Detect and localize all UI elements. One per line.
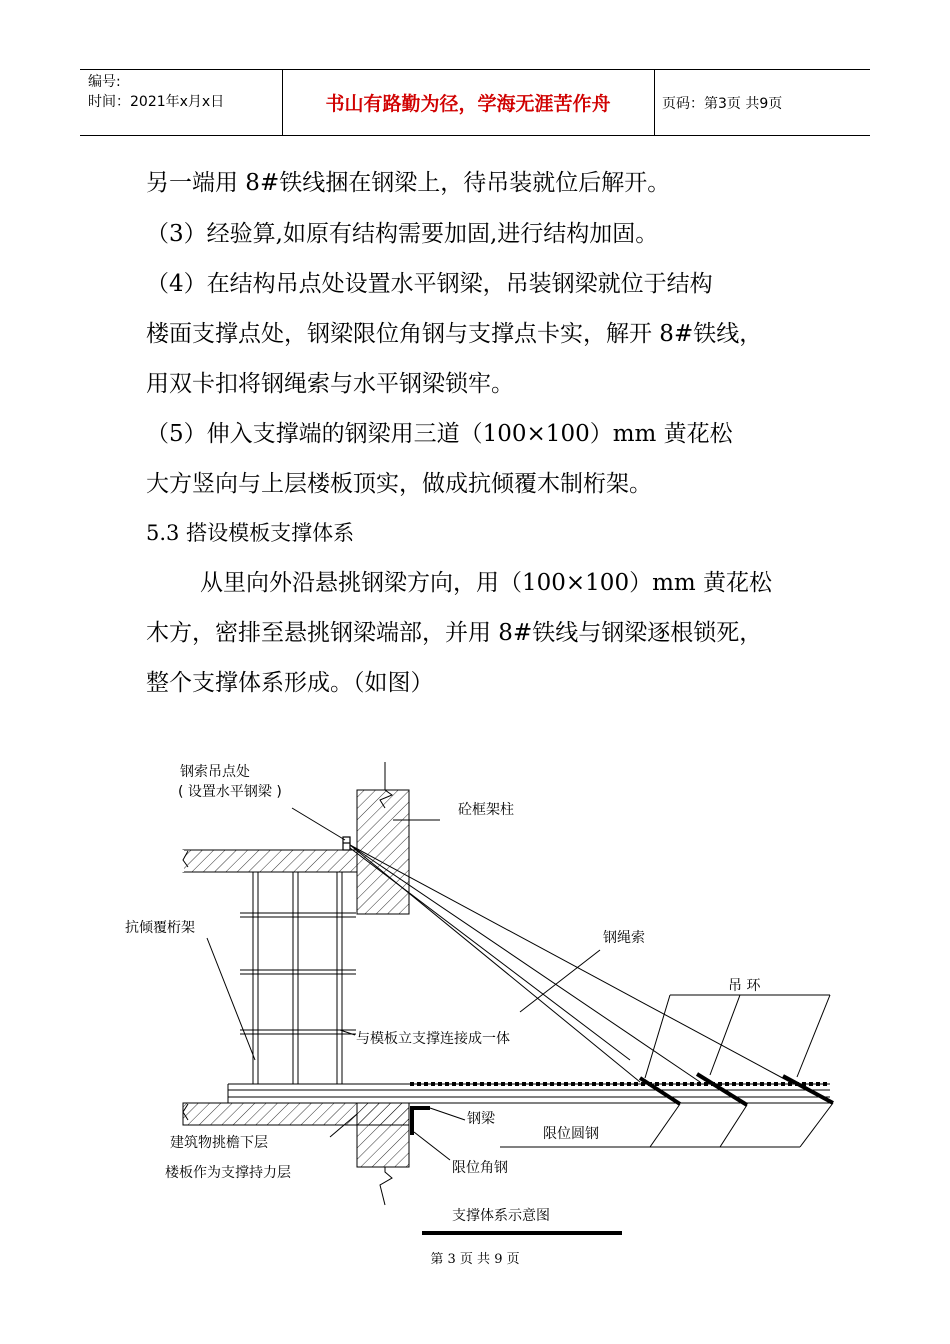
body-line-5: 用双卡扣将钢绳索与水平钢梁锁牢。: [146, 371, 514, 397]
label-limit-round: 限位圆钢: [543, 1126, 599, 1142]
label-column: 砼框架柱: [458, 802, 514, 818]
body-line-4: 楼面支撑点处，钢梁限位角钢与支撑点卡实，解开 8#铁线，: [146, 321, 763, 347]
body-line-2: （3）经验算,如原有结构需要加固,进行结构加固。: [146, 221, 659, 247]
concrete-column: [357, 762, 409, 914]
label-truss: 抗倾覆桁架: [125, 920, 195, 936]
label-limit-angle: 限位角钢: [452, 1160, 508, 1176]
header-number-label: 编号:: [88, 74, 121, 90]
upper-slab: [183, 850, 357, 872]
limit-angle-steel: [412, 1108, 430, 1135]
label-building-2: 楼板作为支撑持力层: [165, 1165, 291, 1181]
body-line-10: 木方，密排至悬挑钢梁端部，并用 8#铁线与钢梁逐根锁死，: [146, 620, 763, 646]
header-page-label: 页码：第3页 共9页: [662, 96, 783, 112]
header-motto: 书山有路勤为径，学海无涯苦作舟: [325, 93, 611, 115]
label-lifting-ring: 吊 环: [728, 978, 761, 994]
body-line-3: （4）在结构吊点处设置水平钢梁，吊装钢梁就位于结构: [146, 271, 713, 297]
header-time-label: 时间：2021年x月x日: [88, 94, 225, 110]
body-line-11: 整个支撑体系形成。（如图）: [146, 670, 434, 696]
figure-caption: 支撑体系示意图: [452, 1208, 550, 1224]
label-connect: 与模板立支撑连接成一体: [356, 1031, 510, 1047]
label-building-1: 建筑物挑檐下层: [170, 1135, 268, 1151]
page-footer: 第 3 页 共 9 页: [430, 1252, 520, 1267]
lifting-ring-leaders: [645, 995, 830, 1078]
body-line-1: 另一端用 8#铁线捆在钢梁上，待吊装就位后解开。: [146, 170, 671, 196]
anti-overturn-truss: [240, 872, 356, 1084]
body-line-7: 大方竖向与上层楼板顶实，做成抗倾覆木制桁架。: [146, 471, 652, 497]
body-line-6: （5）伸入支撑端的钢梁用三道（100×100）mm 黄花松: [146, 421, 733, 447]
body-line-9: 从里向外沿悬挑钢梁方向，用（100×100）mm 黄花松: [200, 570, 773, 596]
label-hoist-point: 钢索吊点处: [180, 764, 250, 780]
label-steel-beam: 钢梁: [467, 1111, 495, 1127]
lower-slab: [183, 1103, 409, 1205]
section-heading: 5.3 搭设模板支撑体系: [146, 521, 355, 545]
label-hoist-point-2: ( 设置水平钢梁 ): [178, 784, 282, 800]
label-wire-rope: 钢绳索: [603, 930, 645, 946]
caption-underline: [422, 1231, 622, 1235]
